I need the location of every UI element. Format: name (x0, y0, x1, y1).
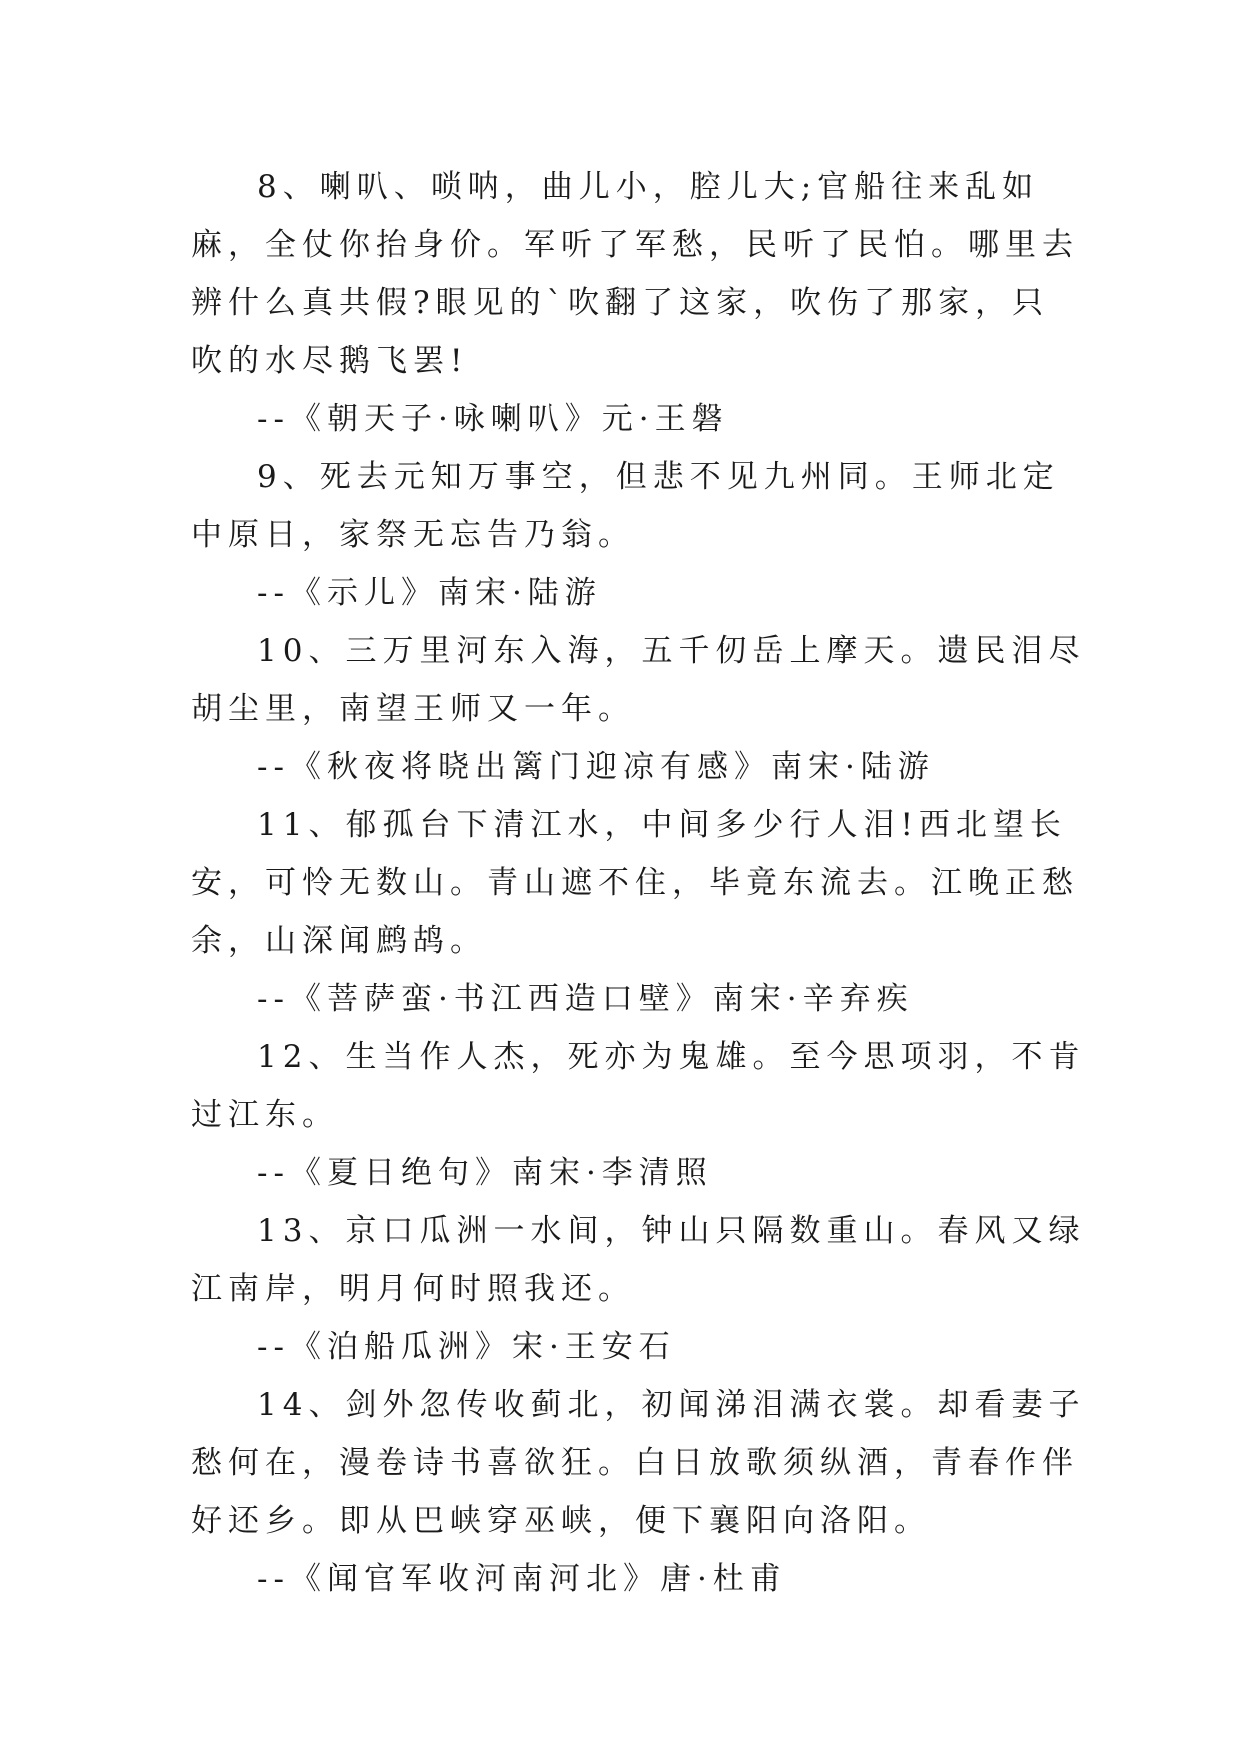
poem-citation-14: --《闻官军收河南河北》唐·杜甫 (257, 1561, 787, 1597)
poem-citation-10: --《秋夜将晓出篱门迎凉有感》南宋·陆游 (257, 749, 935, 785)
poem-text-11: 11、郁孤台下清江水，中间多少行人泪!西北望长安，可怜无数山。青山遮不住，毕竟东流去。江晚正愁余，山深闻鹧鸪。 (191, 807, 1079, 959)
poem-citation-12: --《夏日绝句》南宋·李清照 (257, 1155, 713, 1191)
poem-text-14: 14、剑外忽传收蓟北，初闻涕泪满衣裳。却看妻子愁何在，漫卷诗书喜欲狂。白日放歌须纵酒，青春作伴好还乡。即从巴峡穿巫峡，便下襄阳向洛阳。 (191, 1387, 1086, 1539)
poem-citation-9: --《示儿》南宋·陆游 (257, 575, 602, 611)
document-body (191, 158, 1086, 1608)
poem-text-8: 8、喇叭、唢呐，曲儿小，腔儿大;官船往来乱如麻，全仗你抬身价。军听了军愁，民听了民怕。哪里去辨什么真共假?眼见的`吹翻了这家，吹伤了那家，只吹的水尽鹅飞罢! (191, 169, 1079, 379)
poem-text-12: 12、生当作人杰，死亦为鬼雄。至今思项羽，不肯过江东。 (191, 1039, 1086, 1133)
poem-citation-13: --《泊船瓜洲》宋·王安石 (257, 1329, 676, 1365)
poem-text-9: 9、死去元知万事空，但悲不见九州同。王师北定中原日，家祭无忘告乃翁。 (191, 459, 1060, 553)
poem-text-10: 10、三万里河东入海，五千仞岳上摩天。遗民泪尽胡尘里，南望王师又一年。 (191, 633, 1086, 727)
poem-citation-8: --《朝天子·咏喇叭》元·王磐 (257, 401, 729, 437)
poem-text-13: 13、京口瓜洲一水间，钟山只隔数重山。春风又绿江南岸，明月何时照我还。 (191, 1213, 1086, 1307)
poem-citation-11: --《菩萨蛮·书江西造口壁》南宋·辛弃疾 (257, 981, 914, 1017)
